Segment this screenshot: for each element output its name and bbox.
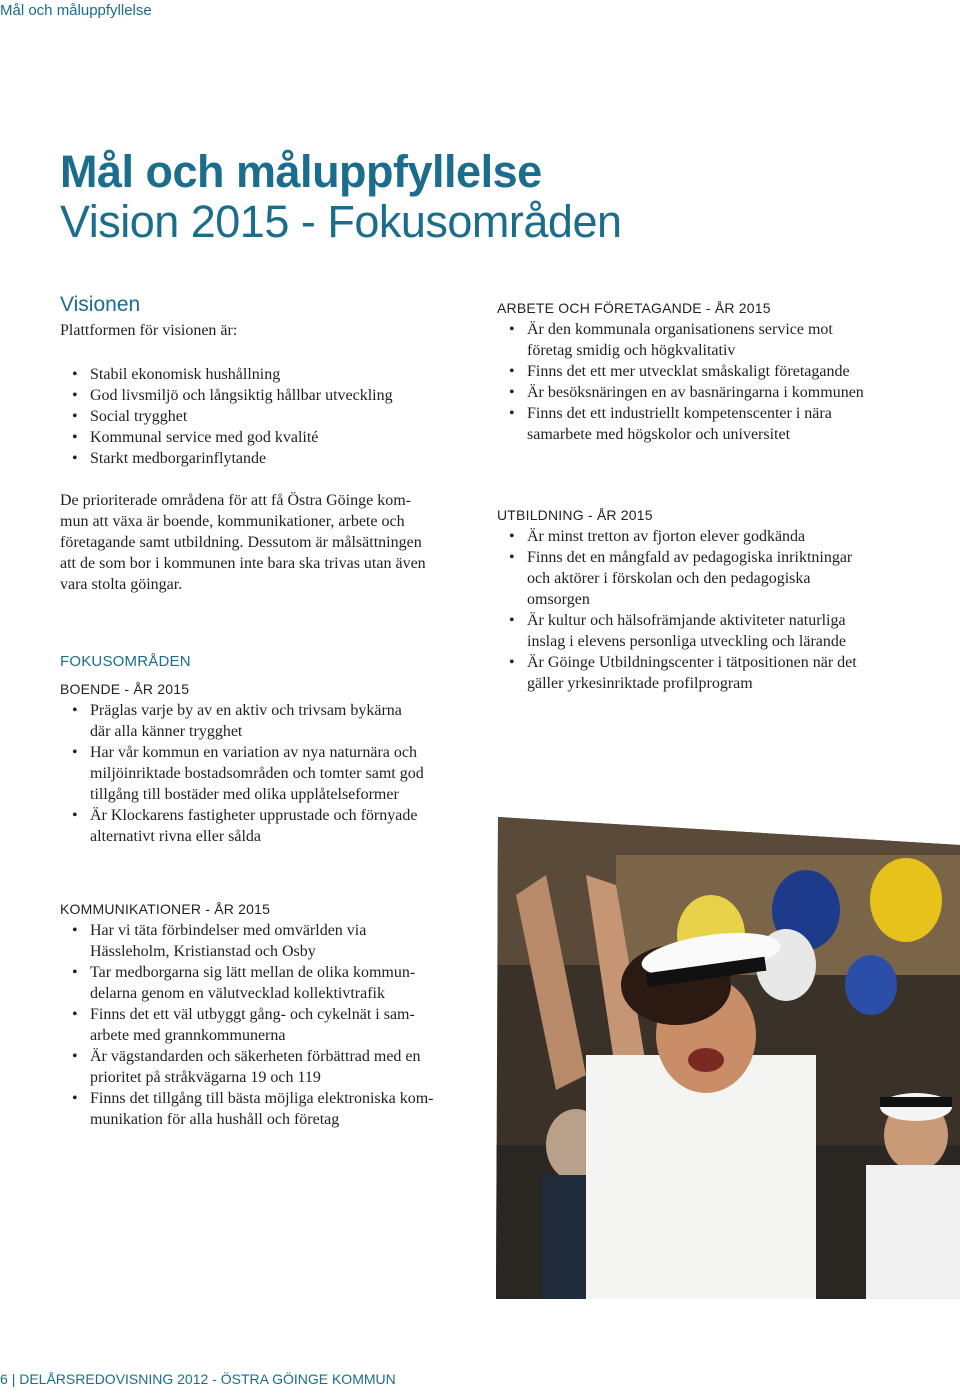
graduation-photo [496, 815, 960, 1299]
visionen-intro: Plattformen för visionen är: [60, 322, 238, 339]
visionen-list [60, 364, 393, 469]
fokus-heading: FOKUSOMRÅDEN [60, 653, 191, 670]
list-item: • Finns det tillgång till bästa möjliga elektroniska kom- munikation för alla hushåll och företag [60, 1088, 434, 1130]
balloon-blue-2 [845, 955, 897, 1015]
list-item: • Finns det ett mer utvecklat småskaligt företagande [497, 361, 864, 382]
list-item: • Är minst tretton av fjorton elever godkända [497, 526, 857, 547]
footer-text: DELÅRSREDOVISNING 2012 - ÖSTRA GÖINGE KOMMUN [19, 1371, 396, 1387]
page-subtitle: Vision 2015 - Fokusområden [60, 196, 622, 247]
list-item: • Stabil ekonomisk hushållning [60, 364, 393, 385]
list-item: • Tar medborgarna sig lätt mellan de olika kommun- delarna genom en välutvecklad kollektivtrafik [60, 962, 434, 1004]
list-item: • Social trygghet [60, 406, 393, 427]
balloon-yellow [870, 858, 942, 942]
list-item: • Kommunal service med god kvalité [60, 427, 393, 448]
boende-list [60, 700, 424, 847]
list-item: • Finns det ett väl utbyggt gång- och cykelnät i sam- arbete med grannkommunerna [60, 1004, 434, 1046]
list-item: • Finns det en mångfald av pedagogiska inriktningar och aktörer i förskolan och den pedagogiska omsorgen [497, 547, 857, 610]
list-item: • Finns det ett industriellt kompetenscenter i nära samarbete med högskolor och universitet [497, 403, 864, 445]
list-item: • Är kultur och hälsofrämjande aktiviteter naturliga inslag i elevens personliga utveckling och lärande [497, 610, 857, 652]
list-item: • Starkt medborgarinflytande [60, 448, 393, 469]
visionen-heading: Visionen [60, 293, 141, 316]
arbete-list [497, 319, 864, 445]
list-item: • Är vägstandarden och säkerheten förbättrad med en prioritet på stråkvägarna 19 och 119 [60, 1046, 434, 1088]
list-item: • Är besöksnäringen en av basnäringarna i kommunen [497, 382, 864, 403]
utbildning-heading: UTBILDNING - ÅR 2015 [497, 507, 653, 523]
list-item: • Är den kommunala organisationens service mot företag smidig och högkvalitativ [497, 319, 864, 361]
page-number: 6 [0, 1371, 8, 1387]
page-title: Mål och måluppfyllelse [60, 146, 542, 197]
running-header: Mål och måluppfyllelse [0, 2, 152, 19]
utbildning-list [497, 526, 857, 694]
boende-heading: BOENDE - ÅR 2015 [60, 681, 190, 697]
kommunikationer-heading: KOMMUNIKATIONER - ÅR 2015 [60, 901, 271, 917]
kommunikationer-list [60, 920, 434, 1130]
list-item: • Präglas varje by av en aktiv och trivsam bykärna där alla känner trygghet [60, 700, 424, 742]
list-item: • Har vår kommun en variation av nya naturnära och miljöinriktade bostadsområden och tomter samt god tillgång till bostäder med olika upplåtelseformer [60, 742, 424, 805]
list-item: • Är Klockarens fastigheter upprustade och förnyade alternativt rivna eller sålda [60, 805, 424, 847]
footer-separator: | [11, 1371, 16, 1387]
visionen-paragraph: De prioriterade områdena för att få Östra Göinge kom- mun att växa är boende, kommunikationer, arbete och företagande samt utbildning. Dessutom är målsättningen att de som bor i kommunen inte bara ska trivas utan även vara stolta göingar. [60, 492, 426, 593]
list-item: • God livsmiljö och långsiktig hållbar utveckling [60, 385, 393, 406]
list-item: • Är Göinge Utbildningscenter i tätpositionen när det gäller yrkesinriktade profilprogram [497, 652, 857, 694]
list-item: • Har vi täta förbindelser med omvärlden via Hässleholm, Kristianstad och Osby [60, 920, 434, 962]
page-footer [0, 1371, 396, 1387]
arbete-heading: ARBETE OCH FÖRETAGANDE - ÅR 2015 [497, 300, 771, 316]
